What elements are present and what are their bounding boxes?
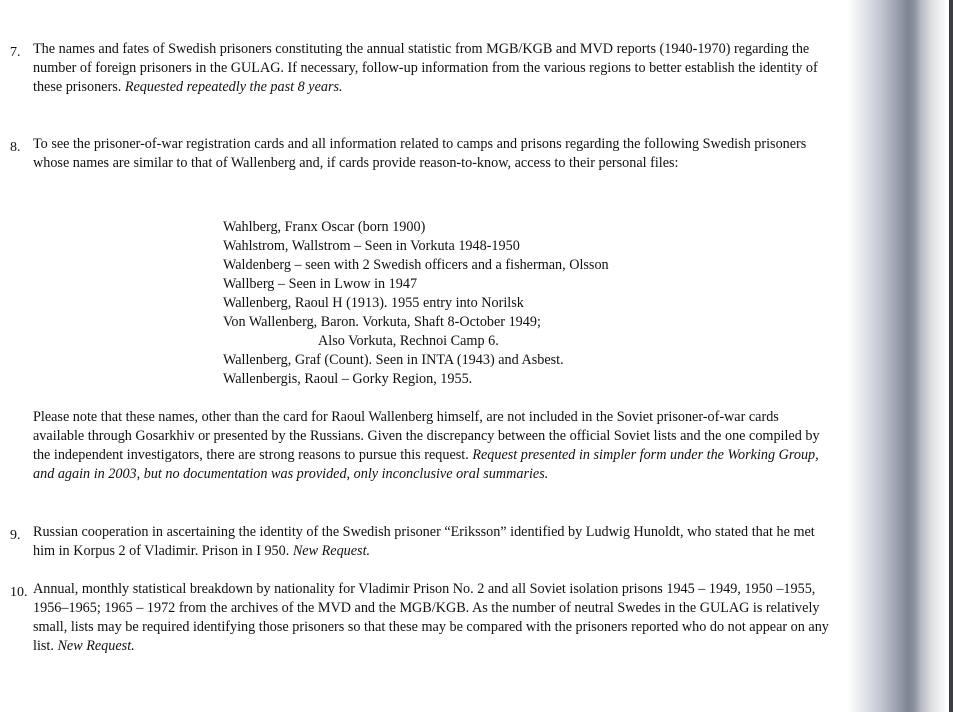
item-text [33, 580, 840, 656]
list-item: Wahlberg, Franx Oscar (born 1900) [223, 219, 426, 235]
list-item: Wallberg – Seen in Lwow in 1947 [223, 276, 418, 292]
item-number: 10. [10, 585, 28, 600]
request-note: New Request. [292, 543, 371, 559]
list-item: Also Vorkuta, Rechnoi Camp 6. [318, 333, 499, 349]
item-10 [10, 580, 840, 656]
list-item: Wallenbergis, Raoul – Gorky Region, 1955. [223, 371, 473, 387]
request-note: New Request. [57, 638, 135, 654]
list-item: Wahlstrom, Wallstrom – Seen in Vorkuta 1948-1950 [223, 238, 520, 254]
item-body: Annual, monthly statistical breakdown by nationality for Vladimir Prison No. 2 and all Soviet isolation prisons 1945 – 1949, 1950 –1955, 1956–1965; 1965 – 1972 from the archives of the MVD and the MGB/KGB. As the number of neutral Swedes in the GULAG is relatively small, lists may be required identifying those prisoners so that these may be compared with the prisoners reported who do not appear on any list. [33, 581, 829, 654]
item-number: 9. [10, 528, 21, 543]
list-item: Waldenberg – seen with 2 Swedish officers and a fisherman, Olsson [223, 257, 609, 273]
list-item: Wallenberg, Graf (Count). Seen in INTA (1943) and Asbest. [223, 352, 564, 368]
page-edge-shadow [848, 0, 953, 712]
item-text [33, 523, 840, 561]
list-item: Wallenberg, Raoul H (1913). 1955 entry into Norilsk [223, 295, 524, 311]
request-note: Requested repeatedly the past 8 years. [124, 79, 343, 95]
item-number: 8. [10, 140, 21, 155]
note-text: Please note that these names, other than the card for Raoul Wallenberg himself, are not included in the Soviet prisoner-of-war cards available through Gosarkhiv or presented by the Russians. Given the discrepancy between the official Soviet lists and the one compiled by the independent investigators, there are strong reasons to pursue this request. [33, 409, 820, 463]
item-9 [10, 523, 840, 561]
note-paragraph [33, 408, 833, 484]
item-7 [10, 40, 840, 97]
item-body: Russian cooperation in ascertaining the identity of the Swedish prisoner “Eriksson” identified by Ludwig Hunoldt, who stated that he met him in Korpus 2 of Vladimir. Prison in I 950. [33, 524, 815, 559]
item-number: 7. [10, 45, 21, 60]
list-item: Von Wallenberg, Baron. Vorkuta, Shaft 8-October 1949; [223, 314, 541, 330]
item-text: To see the prisoner-of-war registration cards and all information related to camps and prisons regarding the following Swedish prisoners whose names are similar to that of Wallenberg and, if cards provide reason-to-know, access to their personal files: [33, 136, 807, 171]
item-text [33, 40, 840, 97]
prisoner-name-list [223, 218, 783, 389]
item-8 [10, 135, 840, 173]
request-note: Request presented in simpler form under the Working Group, and again in 2003, but no documentation was provided, only inconclusive oral summaries. [33, 447, 819, 482]
item-body: The names and fates of Swedish prisoners constituting the annual statistic from MGB/KGB and MVD reports (1940-1970) regarding the number of foreign prisoners in the GULAG. If necessary, follow-up information from the various regions to better establish the identity of these prisoners. [33, 41, 818, 95]
